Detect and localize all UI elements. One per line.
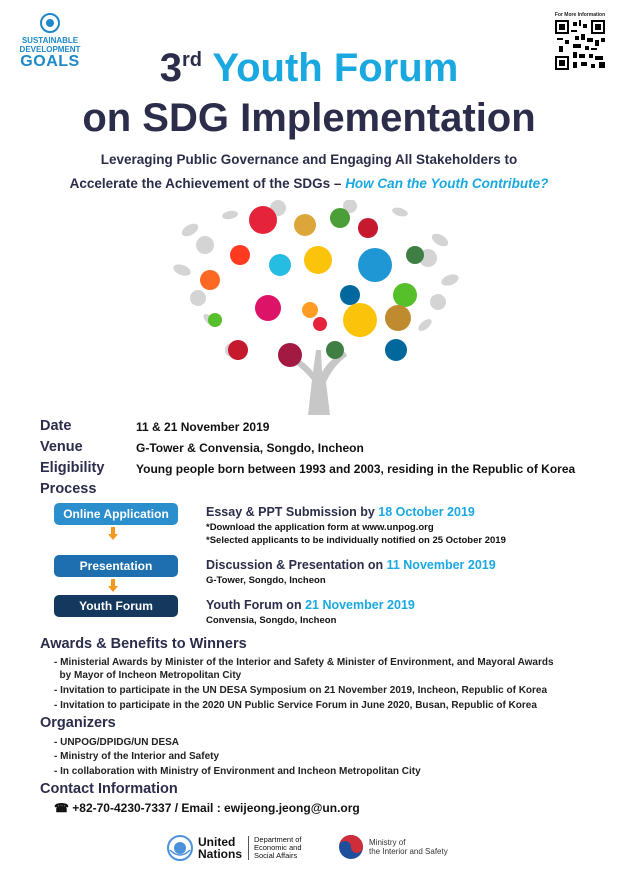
step3-date: 21 November 2019 bbox=[305, 598, 415, 612]
desa-line1: Department of bbox=[254, 835, 302, 844]
contact-heading: Contact Information bbox=[40, 781, 178, 797]
organizer-item: - Ministry of the Interior and Safety bbox=[54, 751, 220, 762]
arrow-stem-1 bbox=[111, 527, 115, 534]
step3-note: Convensia, Songdo, Incheon bbox=[206, 615, 337, 626]
eligibility-label: Eligibility bbox=[40, 460, 105, 476]
title-highlight: Youth Forum bbox=[212, 46, 459, 90]
title-line1 bbox=[0, 46, 618, 90]
desa-line3: Social Affairs bbox=[254, 851, 298, 860]
step1-title-text: Essay & PPT Submission by bbox=[206, 505, 379, 519]
step2-date: 11 November 2019 bbox=[386, 558, 496, 572]
step2-title bbox=[206, 558, 496, 572]
organizers-heading: Organizers bbox=[40, 715, 116, 731]
awards-item: - Invitation to participate in the 2020 UN Public Service Forum in June 2020, Busan, Republic of Korea bbox=[54, 700, 537, 711]
qr-caption: For More Information bbox=[554, 12, 606, 18]
presentation-button[interactable]: Presentation bbox=[54, 555, 178, 577]
step1-title bbox=[206, 505, 475, 519]
sdg-logo-line3: GOALS bbox=[20, 53, 80, 70]
sdg-logo-line2: DEVELOPMENT bbox=[19, 45, 81, 54]
step2-note: G-Tower, Songdo, Incheon bbox=[206, 575, 326, 586]
step1-note2: *Selected applicants to be individually notified on 25 October 2019 bbox=[206, 535, 506, 546]
mois-name bbox=[369, 838, 448, 856]
subtitle-question: How Can the Youth Contribute? bbox=[345, 176, 549, 191]
sdg-logo-line1: SUSTAINABLE bbox=[21, 36, 79, 45]
date-value: 11 & 21 November 2019 bbox=[136, 420, 270, 434]
awards-item: - Invitation to participate in the UN DESA Symposium on 21 November 2019, Incheon, Republic of Korea bbox=[54, 685, 548, 696]
subtitle-line1: Leveraging Public Governance and Engaging All Stakeholders to bbox=[100, 152, 518, 167]
subtitle-main: Accelerate the Achievement of the SDGs bbox=[69, 176, 331, 191]
desa-name bbox=[254, 836, 302, 860]
youth-forum-button[interactable]: Youth Forum bbox=[54, 595, 178, 617]
un-emblem-icon bbox=[166, 834, 194, 862]
title-suffix: rd bbox=[181, 49, 202, 71]
online-application-button[interactable]: Online Application bbox=[54, 503, 178, 525]
arrow-stem-2 bbox=[111, 579, 115, 586]
awards-heading: Awards & Benefits to Winners bbox=[40, 636, 247, 652]
un-name bbox=[198, 836, 242, 860]
step1-date: 18 October 2019 bbox=[378, 505, 475, 519]
sdg-goal-circles bbox=[200, 206, 424, 367]
awards-item: - Ministerial Awards by Minister of the Interior and Safety & Minister of Environment, and Mayoral Awards bbox=[54, 657, 554, 668]
awards-item: by Mayor of Incheon Metropolitan City bbox=[54, 670, 242, 681]
subtitle-line2 bbox=[0, 176, 618, 191]
mois-line1: Ministry of bbox=[369, 838, 406, 847]
organizer-item: - UNPOG/DPIDG/UN DESA bbox=[54, 737, 180, 748]
arrow-down-icon bbox=[108, 586, 118, 592]
footer-divider bbox=[248, 836, 249, 860]
process-label: Process bbox=[40, 481, 97, 497]
venue-value: G-Tower & Convensia, Songdo, Incheon bbox=[136, 441, 364, 455]
un-line2: Nations bbox=[198, 847, 243, 861]
step2-title-text: Discussion & Presentation on bbox=[206, 558, 387, 572]
mois-line2: the Interior and Safety bbox=[369, 847, 448, 856]
organizer-item: - In collaboration with Ministry of Environment and Incheon Metropolitan City bbox=[54, 766, 421, 777]
title-line2: on SDG Implementation bbox=[82, 96, 536, 140]
taegeuk-icon bbox=[338, 834, 364, 860]
desa-line2: Economic and bbox=[254, 843, 302, 852]
step3-title bbox=[206, 598, 415, 612]
date-label: Date bbox=[40, 418, 72, 434]
subtitle-dash: – bbox=[330, 176, 346, 191]
title-number: 3 bbox=[159, 46, 182, 90]
un-line1: United bbox=[198, 835, 236, 849]
step1-note1: *Download the application form at www.unpog.org bbox=[206, 522, 434, 533]
venue-label: Venue bbox=[40, 439, 83, 455]
sdg-tree-illustration bbox=[170, 200, 460, 415]
arrow-down-icon bbox=[108, 534, 118, 540]
step3-title-text: Youth Forum on bbox=[206, 598, 306, 612]
contact-line[interactable]: ☎ +82-70-4230-7337 / Email : ewijeong.jeong@un.org bbox=[54, 801, 360, 815]
eligibility-value: Young people born between 1993 and 2003, residing in the Republic of Korea bbox=[136, 462, 576, 476]
un-emblem-icon bbox=[39, 12, 61, 34]
